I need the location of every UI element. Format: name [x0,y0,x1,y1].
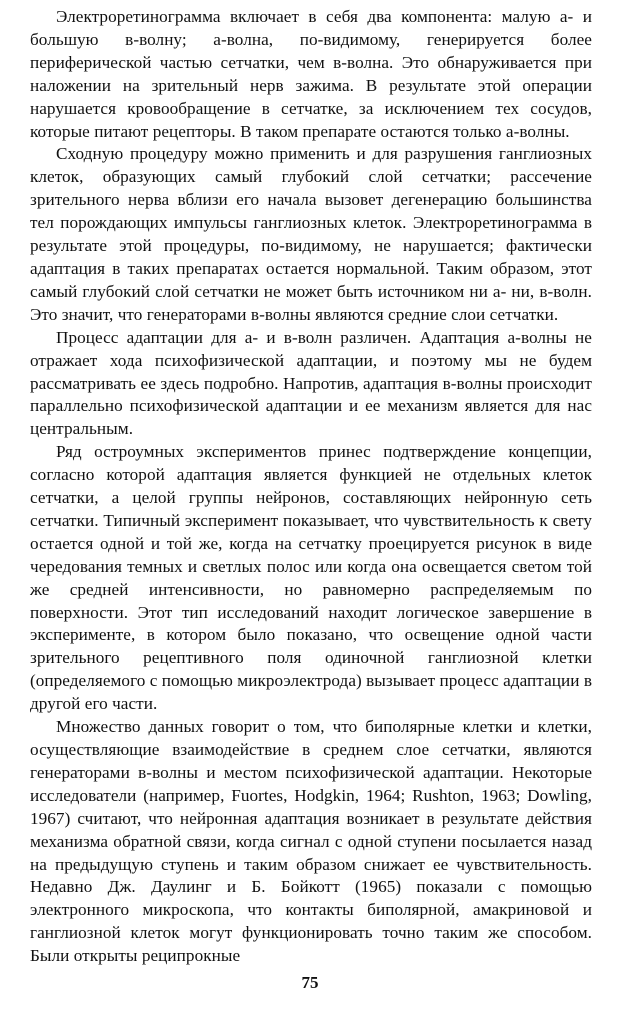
page-number: 75 [301,973,319,992]
body-text [30,6,592,968]
paragraph-bipolar-cells-feedback: Множество данных говорит о том, что биполярные клетки и клетки, осуществляющие взаимодействие в среднем слое сетчатки, являются генераторами в-волны и местом психофизической адаптации. Некоторые исследователи (например, Fuortes, Hodgkin, 1964; Rushton, 1963; Dowling, 1967) считают, что нейронная адаптация возникает в результате действия механизма обратной связи, когда сигнал с одной ступени посылается назад на предыдущую ступень и таким образом снижает ее чувствительность. Недавно Дж. Даулинг и Б. Бойкотт (1965) показали с помощью электронного микроскопа, что контакты биполярной, амакриновой и ганглиозной клеток могут функционировать точно таким же способом. Были открыты реципрокные [30,717,592,966]
paragraph-ganglion-cells-procedure: Сходную процедуру можно применить и для разрушения ганглиозных клеток, образующих самый глубокий слой сетчатки; рассечение зрительного нерва вблизи его начала вызовет дегенерацию большинства тел порождающих импульсы ганглиозных клеток. Электроретинограмма в результате этой процедуры, по-видимому, не нарушается; фактически адаптация в таких препаратах остается нормальной. Таким образом, этот самый глубокий слой сетчатки не может быть источником ни а- ни, в-волн. Это значит, что генераторами в-волны являются средние слои сетчатки. [30,144,592,324]
paragraph-adaptation-a-b-waves: Процесс адаптации для а- и в-волн различен. Адаптация а-волны не отражает хода психофизической адаптации, и поэтому мы не будем рассматривать ее здесь подробно. Напротив, адаптация в-волны происходит параллельно психофизической адаптации и ее механизм является для нас центральным. [30,327,592,439]
paragraph-network-adaptation-experiments: Ряд остроумных экспериментов принес подтверждение концепции, согласно которой адаптация является функцией не отдельных клеток сетчатки, а целой группы нейронов, составляющих нейронную сеть сетчатки. Типичный эксперимент показывает, что чувствительность к свету остается одной и той же, когда на сетчатку проецируется рисунок в виде чередования темных и светлых полос или когда она освещается светом той же средней интенсивности, но равномерно распределяемым по поверхности. Этот тип исследований находит логическое завершение в эксперименте, в котором было показано, что освещение одной части зрительного рецептивного поля одиночной ганглиозной клетки (определяемого с помощью микроэлектрода) вызывает процесс адаптации в другой его части. [30,442,592,714]
paragraph-electroretinogram-components: Электроретинограмма включает в себя два компонента: малую а- и большую в-волну; а-волна, по-видимому, генерируется более периферической частью сетчатки, чем в-волна. Это обнаруживается при наложении на зрительный нерв зажима. В результате этой операции нарушается кровообращение в сетчатке, за исключением тех сосудов, которые питают рецепторы. В таком препарате остаются только а-волны. [30,7,592,141]
